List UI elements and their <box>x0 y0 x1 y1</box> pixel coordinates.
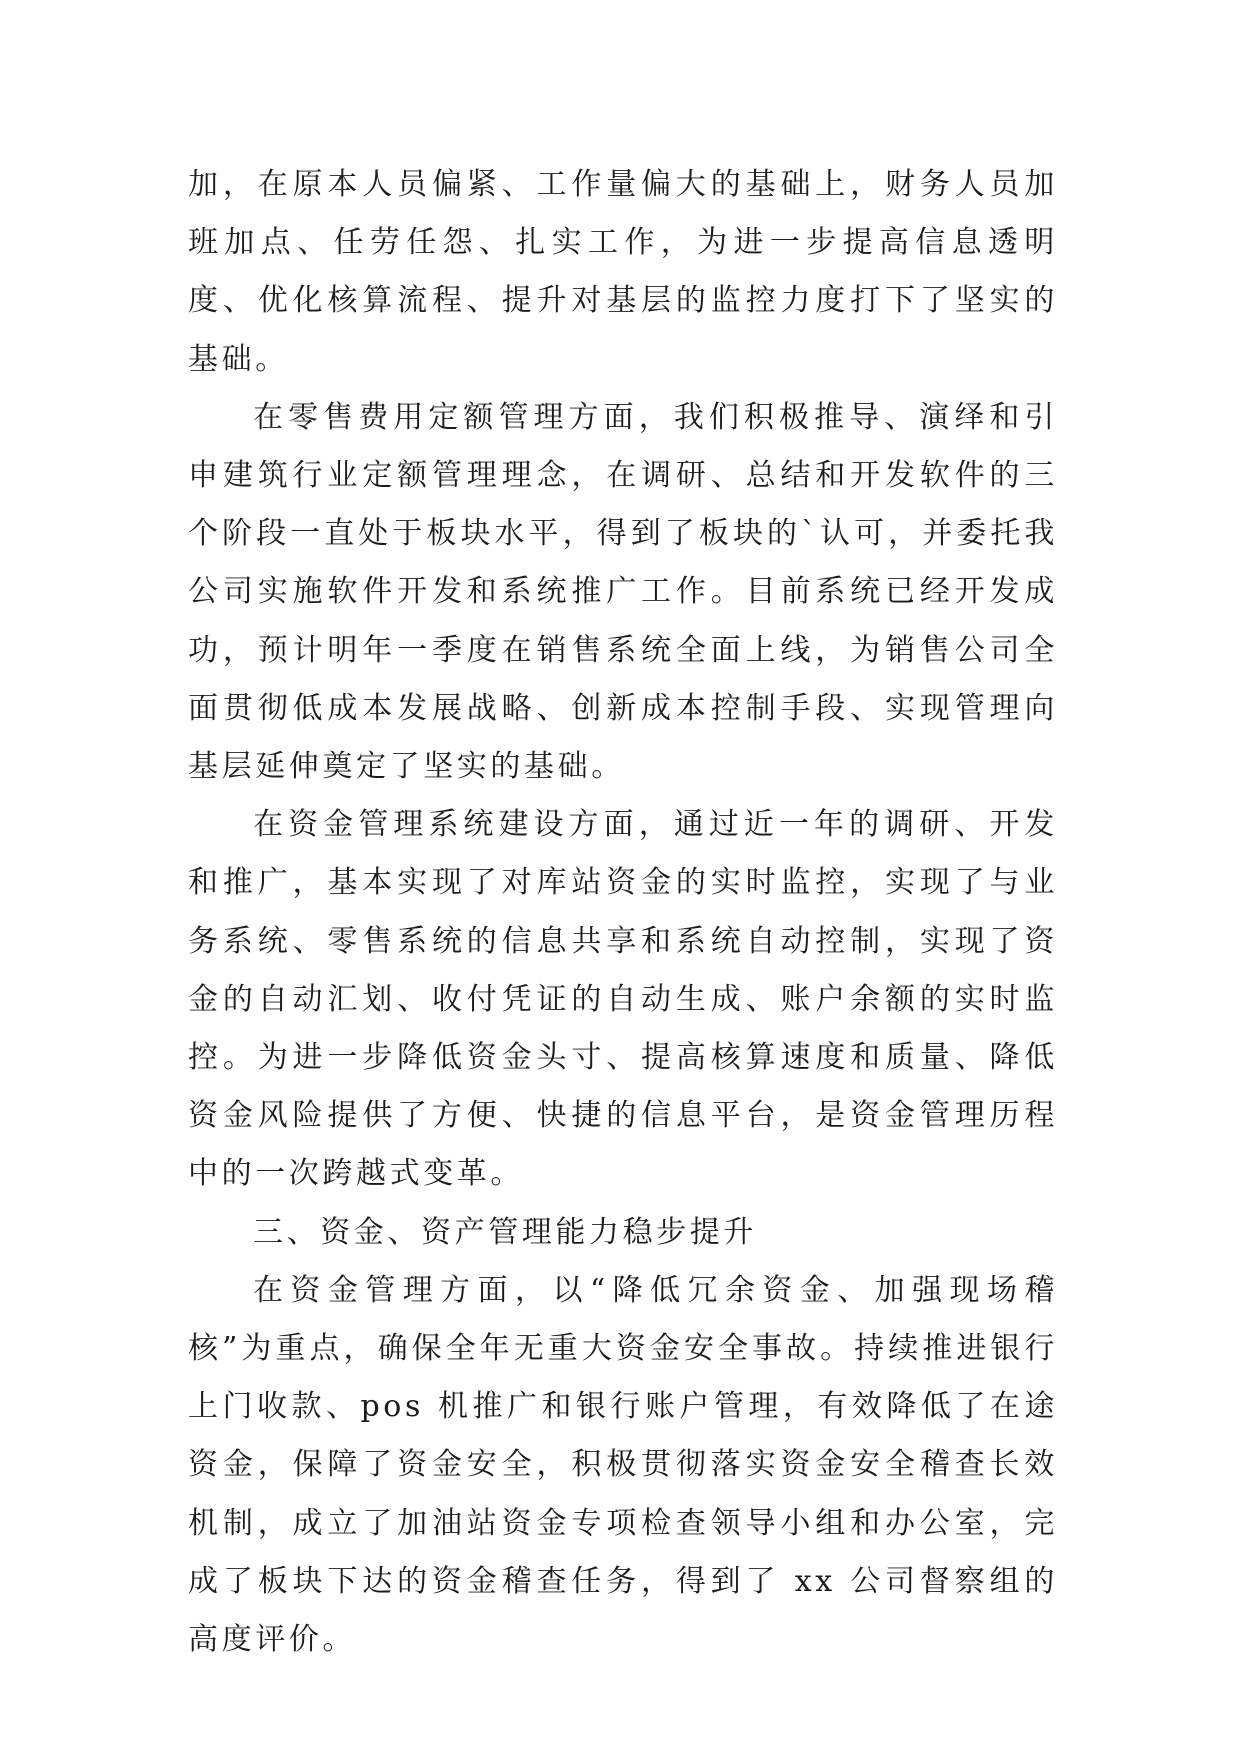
paragraph-continuation: 加，在原本人员偏紧、工作量偏大的基础上，财务人员加班加点、任劳任怨、扎实工作，为进一步提高信息透明度、优化核算流程、提升对基层的监控力度打下了坚实的基础。 <box>188 167 1058 377</box>
paragraph-fund-management-system: 在资金管理系统建设方面，通过近一年的调研、开发和推广，基本实现了对库站资金的实时监控，实现了与业务系统、零售系统的信息共享和系统自动控制，实现了资金的自动汇划、收付凭证的自动生成、账户余额的实时监控。为进一步降低资金头寸、提高核算速度和质量、降低资金风险提供了方便、快捷的信息平台，是资金管理历程中的一次跨越式变革。 <box>188 807 1058 1192</box>
section-heading: 三、资金、资产管理能力稳步提升 <box>253 1214 757 1250</box>
document-body <box>188 156 1058 1669</box>
paragraph-fund-management: 在资金管理方面，以“降低冗余资金、加强现场稽核”为重点，确保全年无重大资金安全事故。持续推进银行上门收款、pos 机推广和银行账户管理，有效降低了在途资金，保障了资金安全，积极贯彻落实资金安全稽查长效机制，成立了加油站资金专项检查领导小组和办公室，完成了板块下达的资金稽查任务，得到了 xx 公司督察组的高度评价。 <box>188 1272 1058 1658</box>
paragraph-retail-expense-quota: 在零售费用定额管理方面，我们积极推导、演绎和引申建筑行业定额管理理念，在调研、总结和开发软件的三个阶段一直处于板块水平，得到了板块的`认可，并委托我公司实施软件开发和系统推广工作。目前系统已经开发成功，预计明年一季度在销售系统全面上线，为销售公司全面贯彻低成本发展战略、创新成本控制手段、实现管理向基层延伸奠定了坚实的基础。 <box>188 399 1058 785</box>
